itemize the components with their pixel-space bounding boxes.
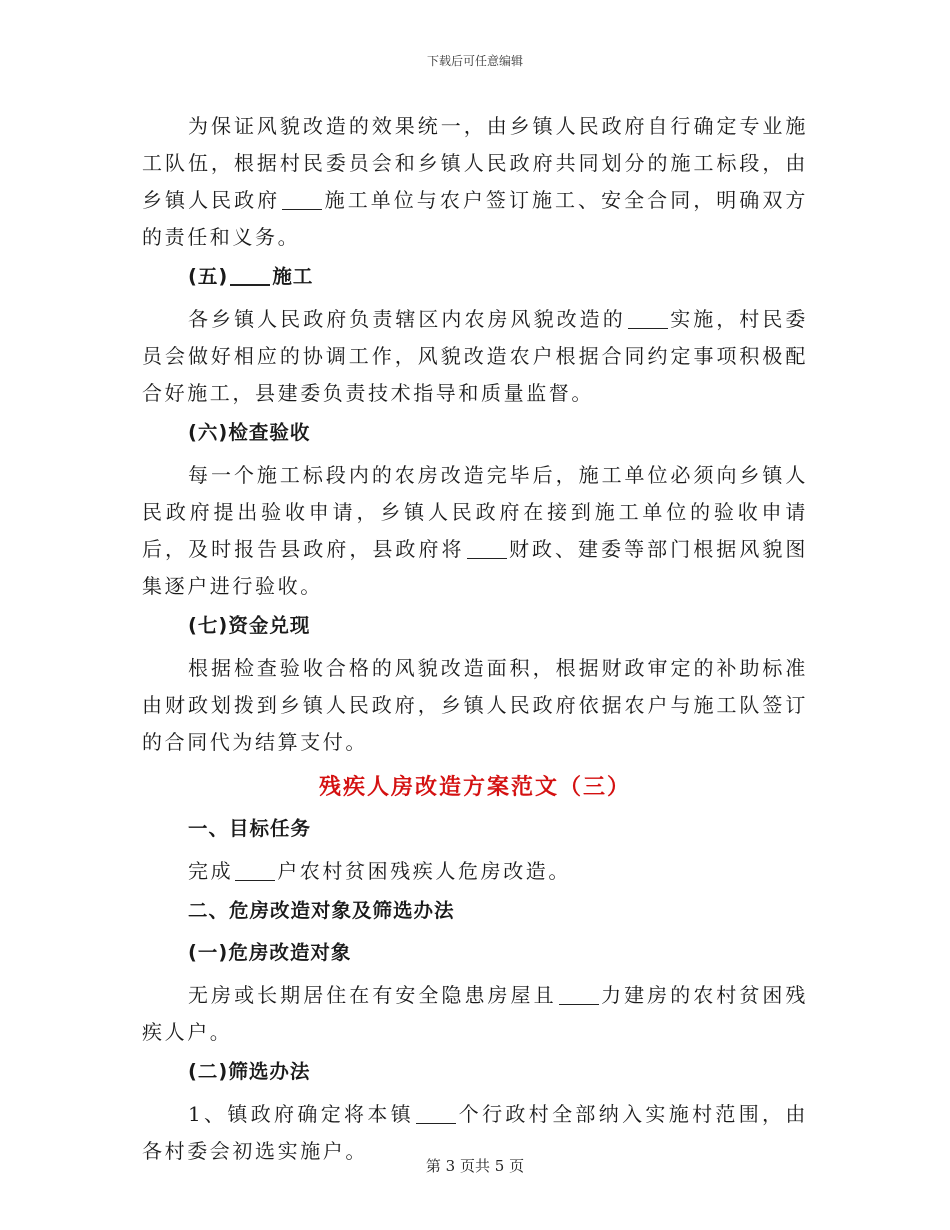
heading-inspection: (六)检查验收 [188, 421, 311, 444]
paragraph-targets: 无房或长期居住在有安全隐患房屋且 力建房的农村贫困残疾人户。 [142, 983, 808, 1044]
document-body [142, 108, 808, 1171]
page-header: 下载后可任意编辑 [426, 54, 523, 68]
page-footer: 第 3 页共 5 页 [425, 1157, 525, 1175]
heading-targets: (一)危房改造对象 [188, 941, 352, 964]
heading-screening: (二)筛选办法 [188, 1060, 311, 1083]
fill-blank [467, 536, 507, 559]
paragraph-construction: 各乡镇人民政府负责辖区内农房风貌改造的 实施，村民委员会做好相应的协调工作，风貌改造农户根据合同约定事项积极配合好施工，县建委负责技术指导和质量监督。 [142, 307, 808, 405]
fill-blank [628, 306, 668, 329]
paragraph-inspection: 每一个施工标段内的农房改造完毕后，施工单位必须向乡镇人民政府提出验收申请，乡镇人民政府在接到施工单位的验收申请后，及时报告县政府，县政府将 财政、建委等部门根据风貌图集逐户进行验收。 [142, 463, 808, 598]
paragraph-funding: 根据检查验收合格的风貌改造面积，根据财政审定的补助标准由财政划拨到乡镇人民政府，乡镇人民政府依据农户与施工队签订的合同代为结算支付。 [142, 656, 808, 754]
section-title: 残疾人房改造方案范文（三） [318, 775, 631, 800]
fill-blank [230, 262, 270, 286]
fill-blank [282, 187, 322, 210]
fill-blank [416, 1101, 456, 1124]
heading-construction: (五) 施工 [188, 259, 808, 295]
paragraph-screening: 1、镇政府确定将本镇 个行政村全部纳入实施村范围，由各村委会初选实施户。 [142, 1102, 808, 1163]
fill-blank [235, 858, 275, 881]
heading-funding: (七)资金兑现 [188, 614, 311, 637]
fill-blank [559, 982, 599, 1005]
paragraph-construction-team: 为保证风貌改造的效果统一，由乡镇人民政府自行确定专业施工队伍，根据村民委员会和乡镇人民政府共同划分的施工标段，由乡镇人民政府 施工单位与农户签订施工、安全合同，明确双方的责任和义务。 [142, 114, 808, 249]
heading-goals: 一、目标任务 [188, 817, 312, 840]
paragraph-goals: 完成 户农村贫困残疾人危房改造。 [188, 859, 572, 883]
heading-targets-and-screening: 二、危房改造对象及筛选办法 [188, 899, 455, 922]
